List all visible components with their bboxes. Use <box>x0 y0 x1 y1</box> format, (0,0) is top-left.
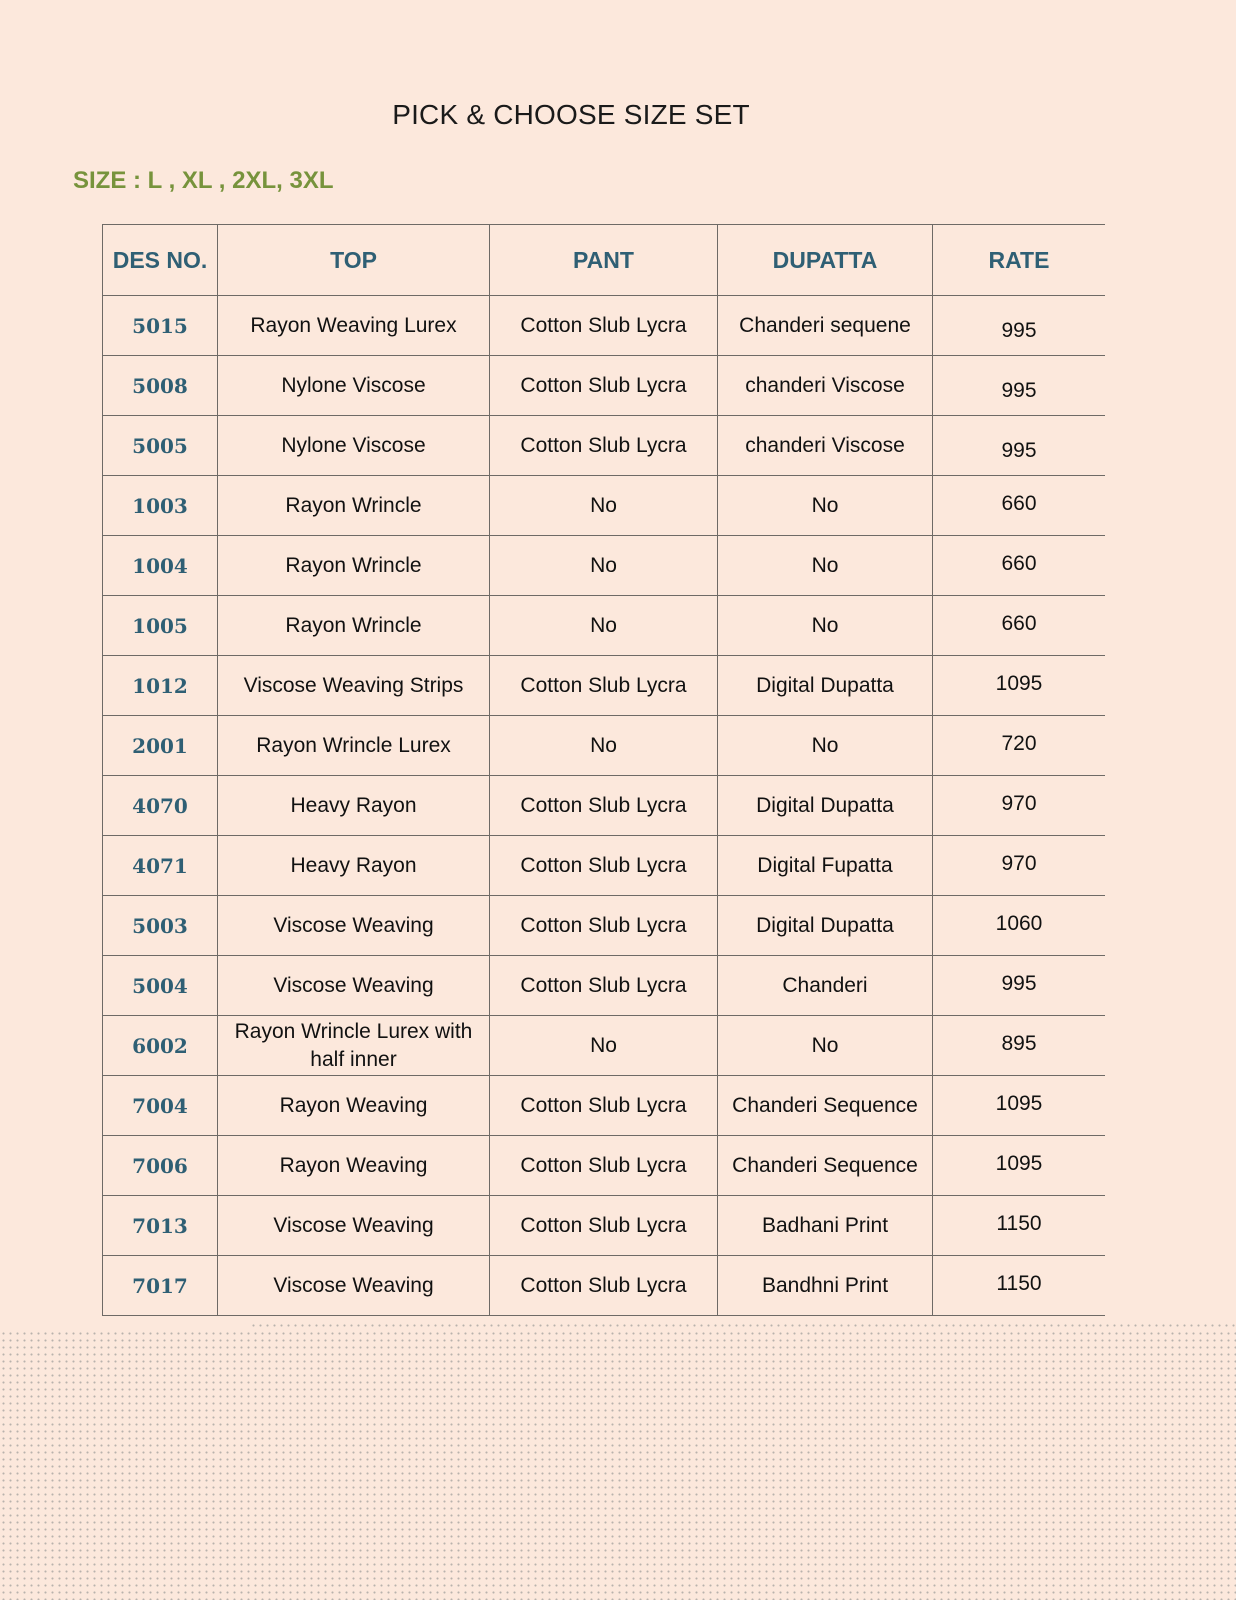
des-no-cell: 2001 <box>103 716 218 776</box>
table-row <box>103 956 1106 1016</box>
top-cell: Rayon Wrincle <box>218 536 490 596</box>
table-row <box>103 1136 1106 1196</box>
table-row <box>103 776 1106 836</box>
table-row <box>103 536 1106 596</box>
table-row <box>103 1016 1106 1076</box>
pant-cell: No <box>490 596 718 656</box>
table-row <box>103 1256 1106 1316</box>
dupatta-cell: Chanderi Sequence <box>718 1076 933 1136</box>
top-cell: Rayon Wrincle Lurex <box>218 716 490 776</box>
rate-cell: 720 <box>933 716 1106 776</box>
size-set-table-wrap <box>102 224 1105 1344</box>
pant-cell: No <box>490 476 718 536</box>
header-pant: PANT <box>490 225 718 296</box>
rate-cell: 1095 <box>933 1076 1106 1136</box>
pant-cell: No <box>490 1016 718 1076</box>
des-no-cell: 5015 <box>103 296 218 356</box>
table-header-row <box>103 225 1106 296</box>
top-cell: Viscose Weaving <box>218 896 490 956</box>
pant-cell: No <box>490 536 718 596</box>
rate-cell: 970 <box>933 836 1106 896</box>
header-rate: RATE <box>933 225 1106 296</box>
table-body <box>103 296 1106 1316</box>
table-row <box>103 716 1106 776</box>
table-row <box>103 1196 1106 1256</box>
dupatta-cell: No <box>718 596 933 656</box>
pant-cell: Cotton Slub Lycra <box>490 1196 718 1256</box>
table-row <box>103 356 1106 416</box>
dupatta-cell: No <box>718 536 933 596</box>
pant-cell: Cotton Slub Lycra <box>490 1136 718 1196</box>
des-no-cell: 7017 <box>103 1256 218 1316</box>
dupatta-cell: Digital Dupatta <box>718 896 933 956</box>
top-cell: Nylone Viscose <box>218 416 490 476</box>
rate-cell: 1150 <box>933 1256 1106 1316</box>
table-row <box>103 836 1106 896</box>
size-set-table <box>102 224 1105 1316</box>
rate-cell: 1095 <box>933 656 1106 716</box>
dupatta-cell: Chanderi Sequence <box>718 1136 933 1196</box>
des-no-cell: 1005 <box>103 596 218 656</box>
des-no-cell: 5004 <box>103 956 218 1016</box>
rate-cell: 995 <box>933 296 1106 356</box>
top-cell: Rayon Wrincle Lurex with half inner <box>218 1016 490 1076</box>
table-row <box>103 416 1106 476</box>
pant-cell: Cotton Slub Lycra <box>490 656 718 716</box>
pant-cell: No <box>490 716 718 776</box>
rate-cell: 1060 <box>933 896 1106 956</box>
top-cell: Viscose Weaving <box>218 1196 490 1256</box>
dupatta-cell: Chanderi <box>718 956 933 1016</box>
rate-cell: 660 <box>933 536 1106 596</box>
table-row <box>103 296 1106 356</box>
des-no-cell: 4070 <box>103 776 218 836</box>
des-no-cell: 5008 <box>103 356 218 416</box>
top-cell: Rayon Weaving <box>218 1076 490 1136</box>
des-no-cell: 7006 <box>103 1136 218 1196</box>
des-no-cell: 1003 <box>103 476 218 536</box>
dupatta-cell: No <box>718 1016 933 1076</box>
des-no-cell: 6002 <box>103 1016 218 1076</box>
top-cell: Heavy Rayon <box>218 776 490 836</box>
table-row <box>103 596 1106 656</box>
des-no-cell: 1004 <box>103 536 218 596</box>
dupatta-cell: Badhani Print <box>718 1196 933 1256</box>
pant-cell: Cotton Slub Lycra <box>490 1076 718 1136</box>
page-title: PICK & CHOOSE SIZE SET <box>392 99 750 130</box>
rate-cell: 995 <box>933 416 1106 476</box>
header-dupatta: DUPATTA <box>718 225 933 296</box>
header-top: TOP <box>218 225 490 296</box>
top-cell: Viscose Weaving <box>218 1256 490 1316</box>
pant-cell: Cotton Slub Lycra <box>490 356 718 416</box>
top-cell: Rayon Weaving Lurex <box>218 296 490 356</box>
dupatta-cell: No <box>718 476 933 536</box>
top-cell: Rayon Wrincle <box>218 476 490 536</box>
dupatta-cell: chanderi Viscose <box>718 356 933 416</box>
rate-cell: 660 <box>933 596 1106 656</box>
dupatta-cell: Digital Dupatta <box>718 656 933 716</box>
des-no-cell: 7004 <box>103 1076 218 1136</box>
top-cell: Viscose Weaving Strips <box>218 656 490 716</box>
table-row <box>103 1076 1106 1136</box>
header-des-no: DES NO. <box>103 225 218 296</box>
rate-cell: 660 <box>933 476 1106 536</box>
size-line: SIZE : L , XL , 2XL, 3XL <box>73 167 334 194</box>
table-row <box>103 476 1106 536</box>
des-no-cell: 7013 <box>103 1196 218 1256</box>
top-cell: Heavy Rayon <box>218 836 490 896</box>
pant-cell: Cotton Slub Lycra <box>490 956 718 1016</box>
dupatta-cell: No <box>718 716 933 776</box>
dupatta-cell: Digital Dupatta <box>718 776 933 836</box>
des-no-cell: 5005 <box>103 416 218 476</box>
rate-cell: 995 <box>933 956 1106 1016</box>
pant-cell: Cotton Slub Lycra <box>490 296 718 356</box>
des-no-cell: 4071 <box>103 836 218 896</box>
pant-cell: Cotton Slub Lycra <box>490 416 718 476</box>
des-no-cell: 1012 <box>103 656 218 716</box>
table-row <box>103 896 1106 956</box>
dupatta-cell: Chanderi sequene <box>718 296 933 356</box>
top-cell: Nylone Viscose <box>218 356 490 416</box>
table-row <box>103 656 1106 716</box>
des-no-cell: 5003 <box>103 896 218 956</box>
top-cell: Viscose Weaving <box>218 956 490 1016</box>
pant-cell: Cotton Slub Lycra <box>490 836 718 896</box>
rate-cell: 895 <box>933 1016 1106 1076</box>
top-cell: Rayon Wrincle <box>218 596 490 656</box>
rate-cell: 995 <box>933 356 1106 416</box>
rate-cell: 970 <box>933 776 1106 836</box>
rate-cell: 1095 <box>933 1136 1106 1196</box>
pant-cell: Cotton Slub Lycra <box>490 1256 718 1316</box>
dupatta-cell: Digital Fupatta <box>718 836 933 896</box>
pant-cell: Cotton Slub Lycra <box>490 776 718 836</box>
dotted-overlay <box>0 1330 1236 1600</box>
dupatta-cell: chanderi Viscose <box>718 416 933 476</box>
pant-cell: Cotton Slub Lycra <box>490 896 718 956</box>
top-cell: Rayon Weaving <box>218 1136 490 1196</box>
rate-cell: 1150 <box>933 1196 1106 1256</box>
dupatta-cell: Bandhni Print <box>718 1256 933 1316</box>
